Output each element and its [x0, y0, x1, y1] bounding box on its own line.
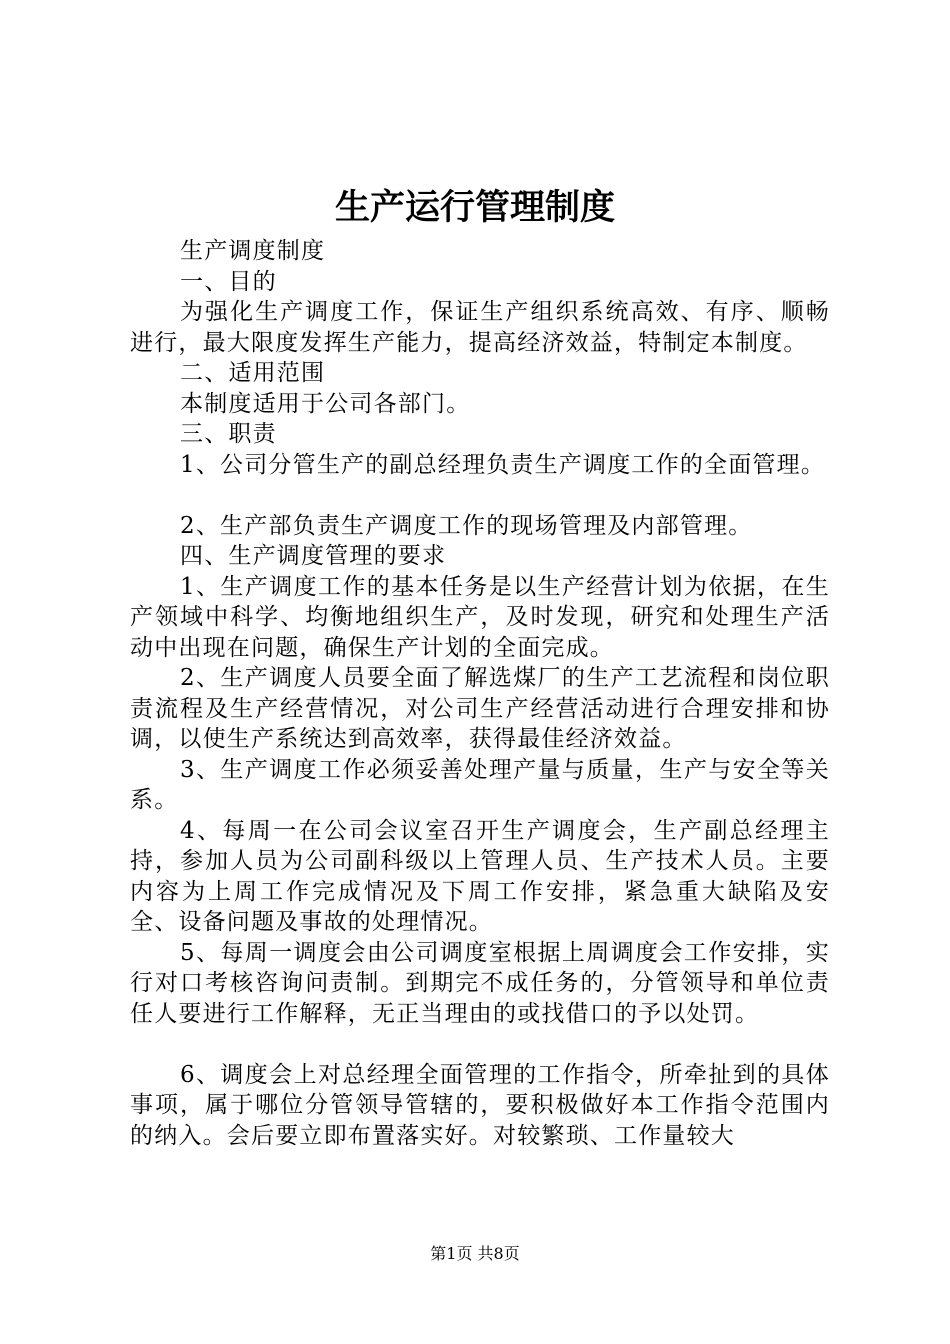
section-heading-dispatch-system: 生产调度制度	[180, 238, 326, 264]
section-heading-requirements: 四、生产调度管理的要求	[180, 543, 447, 569]
section-heading-scope: 二、适用范围	[180, 360, 326, 386]
paragraph-duty-2: 2、生产部负责生产调度工作的现场管理及内部管理。	[180, 512, 753, 539]
paragraph-requirement-5: 5、每周一调度会由公司调度室根据上周调度会工作安排，实行对口考核咨询问责制。到期完不成任务的，分管领导和单位责任人要进行工作解释，无正当理由的或找借口的予以处罚。	[130, 939, 830, 1027]
paragraph-requirement-2: 2、生产调度人员要全面了解选煤厂的生产工艺流程和岗位职责流程及生产经营情况，对公司生产经营活动进行合理安排和协调，以使生产系统达到高效率，获得最佳经济效益。	[130, 665, 830, 752]
paragraph-purpose: 为强化生产调度工作，保证生产组织系统高效、有序、顺畅进行，最大限度发挥生产能力，提高经济效益，特制定本制度。	[130, 299, 830, 356]
paragraph-requirement-1: 1、生产调度工作的基本任务是以生产经营计划为依据，在生产领域中科学、均衡地组织生产，及时发现，研究和处理生产活动中出现在问题，确保生产计划的全面完成。	[130, 573, 830, 661]
paragraph-requirement-3: 3、生产调度工作必须妥善处理产量与质量，生产与安全等关系。	[130, 756, 830, 813]
paragraph-duty-1: 1、公司分管生产的副总经理负责生产调度工作的全面管理。	[180, 451, 826, 478]
section-heading-duties: 三、职责	[180, 421, 277, 447]
paragraph-requirement-6: 6、调度会上对总经理全面管理的工作指令，所牵扯到的具体事项，属于哪位分管领导管辖的，要积极做好本工作指令范围内的纳入。会后要立即布置落实好。对较繁琐、工作量较大	[130, 1061, 830, 1149]
paragraph-scope: 本制度适用于公司各部门。	[180, 390, 471, 417]
paragraph-requirement-4: 4、每周一在公司会议室召开生产调度会，生产副总经理主持，参加人员为公司副科级以上管理人员、生产技术人员。主要内容为上周工作完成情况及下周工作安排，紧急重大缺陷及安全、设备问题及事故的处理情况。	[130, 817, 830, 935]
document-title: 生产运行管理制度	[334, 187, 615, 228]
section-heading-purpose: 一、目的	[180, 268, 277, 295]
page-number-footer: 第1页 共8页	[430, 1244, 520, 1263]
document-body	[130, 236, 830, 1151]
